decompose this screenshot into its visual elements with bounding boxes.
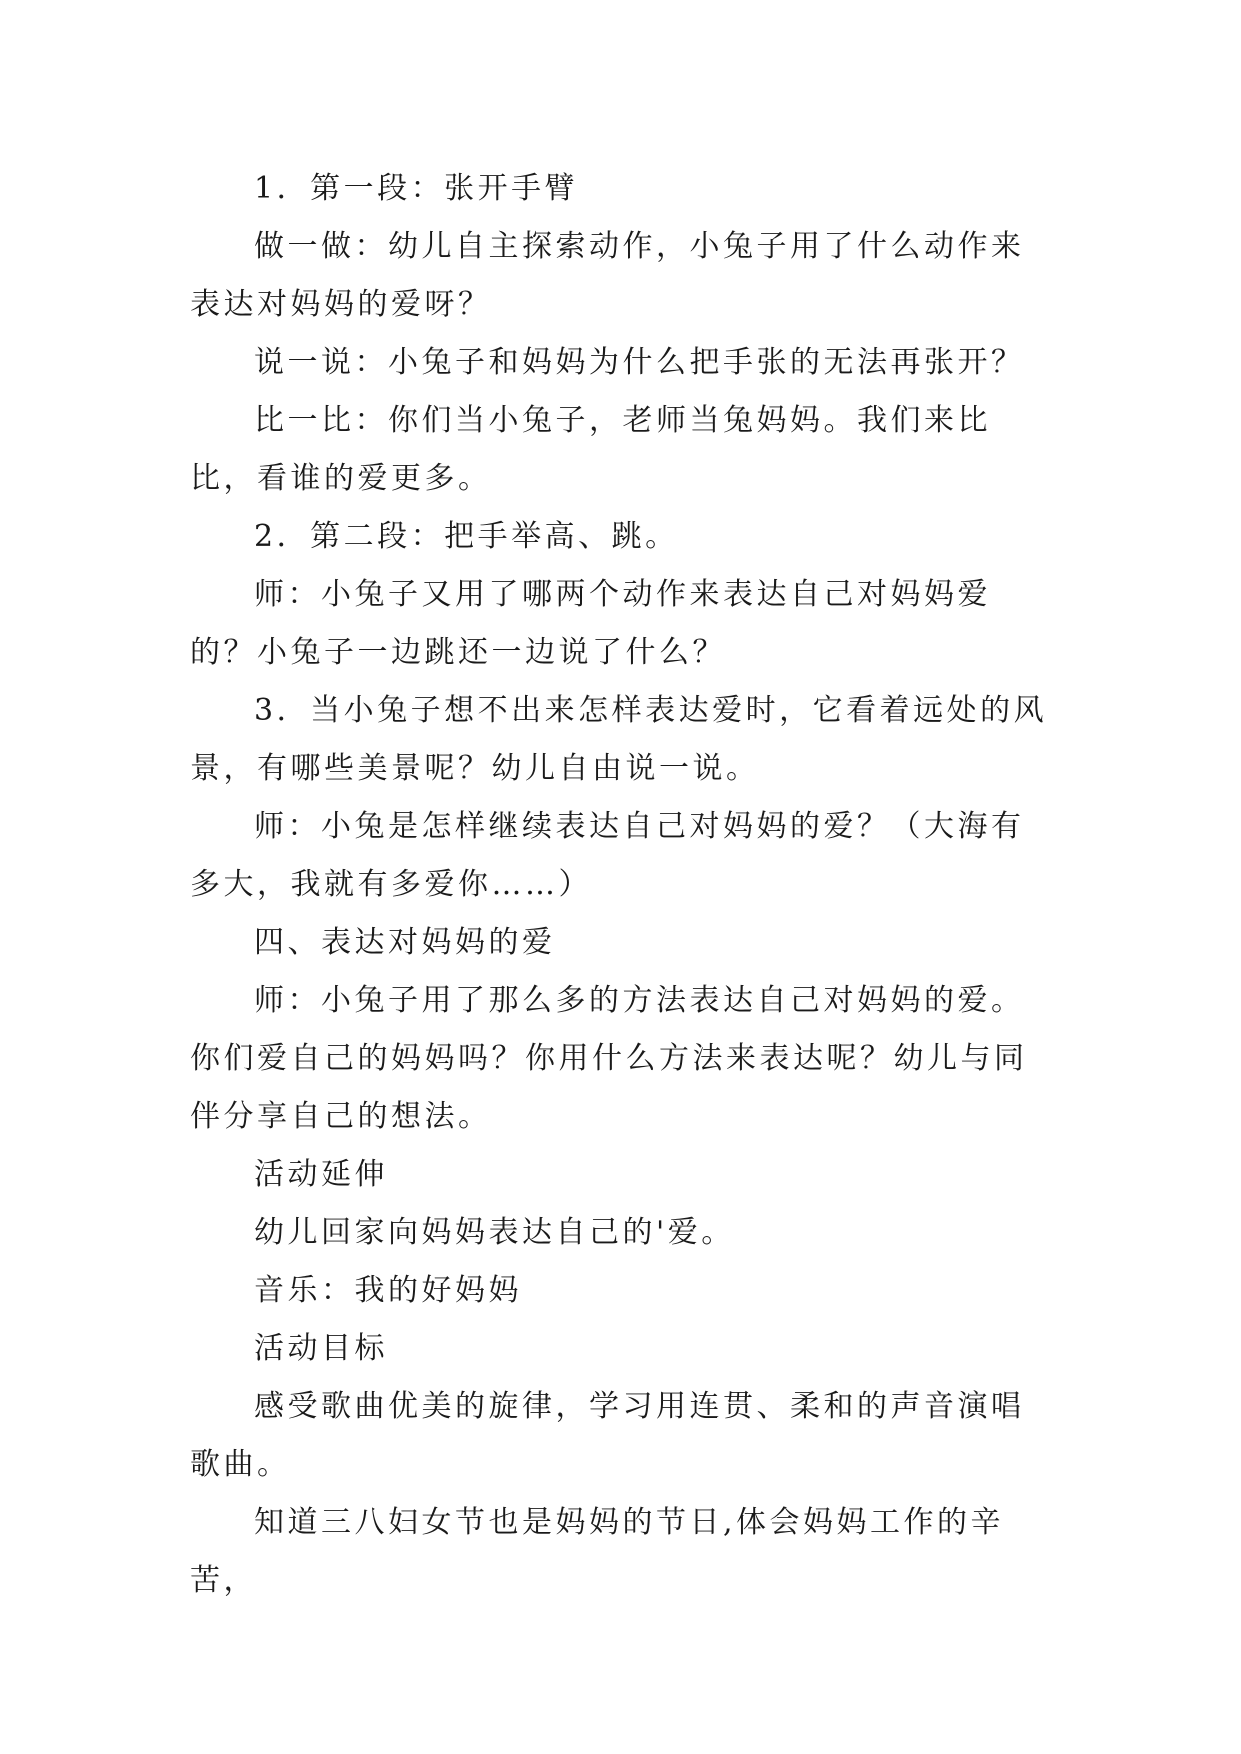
paragraph-say-it: 说一说：小兔子和妈妈为什么把手张的无法再张开？ — [254, 345, 1025, 380]
paragraph-teacher-question-2: 师：小兔是怎样继续表达自己对妈妈的爱？（大海有多大，我就有多爱你……） — [190, 809, 1025, 902]
paragraph-activity-goals-heading: 活动目标 — [254, 1331, 388, 1366]
paragraph-goal-1: 感受歌曲优美的旋律，学习用连贯、柔和的声音演唱歌曲。 — [190, 1389, 1025, 1482]
paragraph-teacher-question-3: 师：小兔子用了那么多的方法表达自己对妈妈的爱。你们爱自己的妈妈吗？你用什么方法来表达呢？幼儿与同伴分享自己的想法。 — [190, 983, 1028, 1134]
paragraph-do-it: 做一做：幼儿自主探索动作，小兔子用了什么动作来表达对妈妈的爱呀？ — [190, 229, 1025, 322]
paragraph-compare-it: 比一比：你们当小兔子，老师当兔妈妈。我们来比比，看谁的爱更多。 — [190, 403, 991, 496]
paragraph-teacher-question-1: 师：小兔子又用了哪两个动作来表达自己对妈妈爱的？小兔子一边跳还一边说了什么？ — [190, 577, 991, 670]
document-page — [190, 160, 1050, 1610]
paragraph-section-1-heading: 1．第一段：张开手臂 — [254, 171, 579, 206]
paragraph-section-2-heading: 2．第二段：把手举高、跳。 — [254, 519, 679, 554]
paragraph-section-3: 3．当小兔子想不出来怎样表达爱时，它看着远处的风景，有哪些美景呢？幼儿自由说一说。 — [190, 693, 1048, 786]
paragraph-part-4-heading: 四、表达对妈妈的爱 — [254, 925, 556, 960]
paragraph-goal-2: 知道三八妇女节也是妈妈的节日,体会妈妈工作的辛苦， — [190, 1505, 1005, 1598]
paragraph-music-title: 音乐：我的好妈妈 — [254, 1273, 522, 1308]
paragraph-activity-extension-heading: 活动延伸 — [254, 1157, 388, 1192]
paragraph-activity-extension: 幼儿回家向妈妈表达自己的'爱。 — [254, 1215, 735, 1250]
